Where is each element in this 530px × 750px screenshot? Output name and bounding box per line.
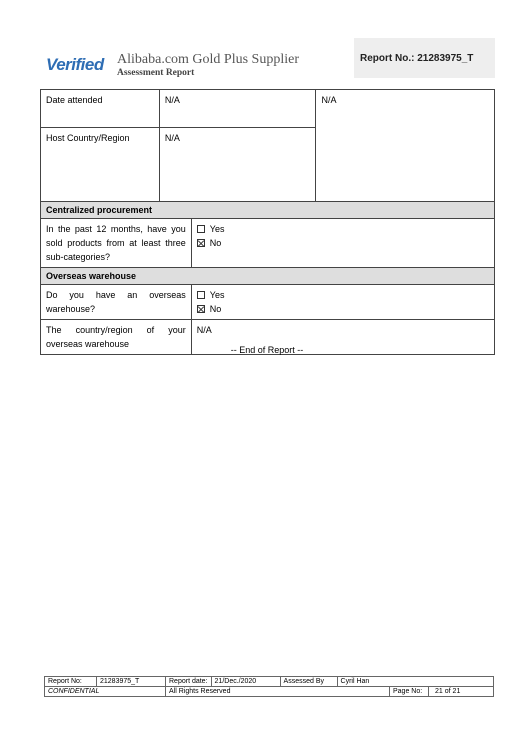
option-no[interactable]: No — [197, 236, 489, 250]
end-of-report: -- End of Report -- — [230, 345, 304, 355]
sections-table — [40, 201, 495, 355]
host-country-value: N/A — [159, 128, 316, 202]
footer-page-label: Page No: — [390, 687, 429, 697]
date-attended-extra: N/A — [316, 90, 495, 202]
report-title: Alibaba.com Gold Plus Supplier — [117, 52, 299, 67]
overseas-country-question: The country/region of your overseas warehouse — [41, 320, 192, 355]
footer-report-date: 21/Dec./2020 — [211, 677, 280, 687]
date-attended-value: N/A — [159, 90, 316, 128]
overseas-question: Do you have an overseas warehouse? — [41, 285, 192, 320]
footer-page-number: 21 of 21 — [429, 687, 494, 697]
footer-report-no-label: Report No: — [45, 677, 97, 687]
checkbox-unchecked-icon[interactable] — [197, 225, 205, 233]
checkbox-checked-icon[interactable] — [197, 305, 205, 313]
option-no[interactable]: No — [197, 302, 489, 316]
report-subtitle: Assessment Report — [117, 68, 195, 78]
logo-text: Verified — [46, 55, 104, 74]
host-country-label: Host Country/Region — [41, 128, 160, 202]
option-yes[interactable]: Yes — [197, 288, 489, 302]
report-number: Report No.: 21283975_T — [360, 53, 474, 64]
footer-report-no: 21283975_T — [97, 677, 166, 687]
report-number-box — [354, 38, 495, 78]
centralized-options — [191, 219, 494, 268]
footer-table — [44, 676, 494, 697]
centralized-question: In the past 12 months, have you sold products from at least three sub-categories? — [41, 219, 192, 268]
footer-report-date-label: Report date: — [166, 677, 212, 687]
footer-assessed-by: Cyril Han — [337, 677, 493, 687]
footer-assessed-by-label: Assessed By — [280, 677, 337, 687]
checkbox-checked-icon[interactable] — [197, 239, 205, 247]
verified-logo — [46, 55, 104, 75]
section-centralized-procurement: Centralized procurement — [41, 202, 495, 219]
footer-confidential: CONFIDENTIAL — [45, 687, 166, 697]
footer-rights: All Rights Reserved — [166, 687, 390, 697]
section-overseas-warehouse: Overseas warehouse — [41, 268, 495, 285]
checkbox-unchecked-icon[interactable] — [197, 291, 205, 299]
option-yes[interactable]: Yes — [197, 222, 489, 236]
details-table — [40, 89, 495, 202]
overseas-country-value: N/A — [191, 320, 494, 355]
date-attended-label: Date attended — [41, 90, 160, 128]
overseas-options — [191, 285, 494, 320]
